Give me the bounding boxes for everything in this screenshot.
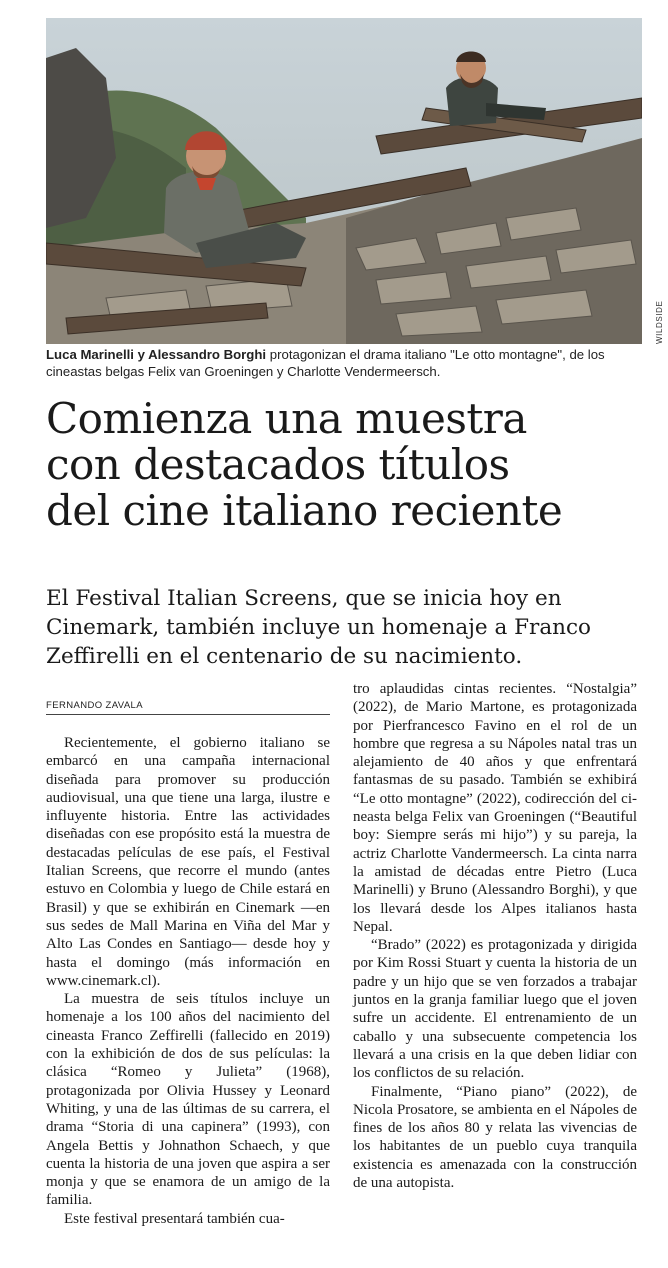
headline-line: Comienza una muestra	[46, 394, 527, 443]
headline-line: del cine italiano reciente	[46, 486, 563, 535]
body-paragraph: Este festival presentará también cua-	[64, 1210, 285, 1227]
body-column-1	[46, 734, 330, 1228]
body-paragraph: tro aplaudidas cintas recientes. “Nostalgia” (2022), de Mario Martone, es protagonizada por Pierfrancesco Favino en el rol de un hombre que regresa a su Nápoles natal tras un alejamiento de 40 años y que enfrentará fantasmas de su pasado. También se exhibirá “Le otto montagne” (2022), codirección del cineasta belga Felix van Groeningen (“Beautiful boy: Siempre serás mi hijo”) y su pareja, la actriz Charlotte Vandermeersch. La cinta narra la amistad de décadas entre Pietro (Luca Marinelli) y Bruno (Alessandro Borghi), y que los llevará desde los Alpes italianos hasta Nepal.	[353, 681, 637, 935]
body-paragraph: Recientemente, el gobierno italiano se embarcó en una campaña internacional diseñada para promover su producción audiovisual, una que tiene una larga, ilustre e influyente historia. Entre las actividades diseñadas con ese propósito está la muestra de destacadas películas de ese país, el Festival Italian Screens, que recorre el mundo (antes estuvo en Colombia y luego de Chile estará en Brasil) y que se exhibirán en Cinemark —en sus sedes de Mall Marina en Viña del Mar y Alto Las Condes en Santiago— desde hoy y hasta el domingo (más información en www.cinemark.cl).	[46, 735, 330, 989]
article-photo	[46, 18, 642, 344]
body-paragraph: “Brado” (2022) es protagonizada y dirigida por Kim Rossi Stuart y cuenta la historia de un padre y un hijo que se ven forzados a trabajar juntos en la granja familiar luego que el joven sufre un accidente. El entrenamiento de un caballo y una subsecuente competencia los llevará a una crisis en la que deben lidiar con los conflictos de su relación.	[353, 937, 637, 1082]
body-paragraph: Finalmente, “Piano piano” (2022), de Nicola Prosatore, se ambienta en el Nápoles de fines de los años 80 y relata las vivencias de los habitantes de un pueblo cuya tranquila existencia es amenazada con la construcción de una autopista.	[353, 1083, 637, 1192]
deck-subtitle	[46, 584, 646, 671]
photo-credit: WILDSIDE	[655, 300, 664, 344]
caption-text: protagonizan el drama italiano "Le otto montagne", de los cineastas belgas Felix van Groeningen y Charlotte Vendermeersch.	[46, 347, 605, 379]
body-paragraph: La muestra de seis títulos incluye un homenaje a los 100 años del nacimiento del cineasta Franco Zeffirelli (fallecido en 2019) con la exhibición de dos de sus películas: la clásica “Romeo y Julieta” (1968), protagonizada por Olivia Hussey y Leonard Whiting, y una de las últimas de su carrera, el drama “Storia di una capinera” (1993), con Angela Bettis y Johnathon Schaech, y que cuenta la historia de una joven que aspira a ser monja y que se enamora de un amigo de la familia.	[46, 991, 330, 1209]
byline: FERNANDO ZAVALA	[46, 700, 330, 715]
headline-line: con destacados títulos	[46, 440, 510, 489]
headline	[46, 396, 646, 534]
body-column-2	[353, 680, 637, 1192]
deck-line: Cinemark, también incluye un homenaje a Franco	[46, 615, 591, 640]
photo-mountain-hut-image	[46, 18, 642, 344]
caption-names: Luca Marinelli y Alessandro Borghi	[46, 347, 267, 362]
deck-line: El Festival Italian Screens, que se inicia hoy en	[46, 586, 562, 611]
deck-line: Zeffirelli en el centenario de su nacimiento.	[46, 644, 523, 669]
photo-caption	[46, 346, 646, 380]
